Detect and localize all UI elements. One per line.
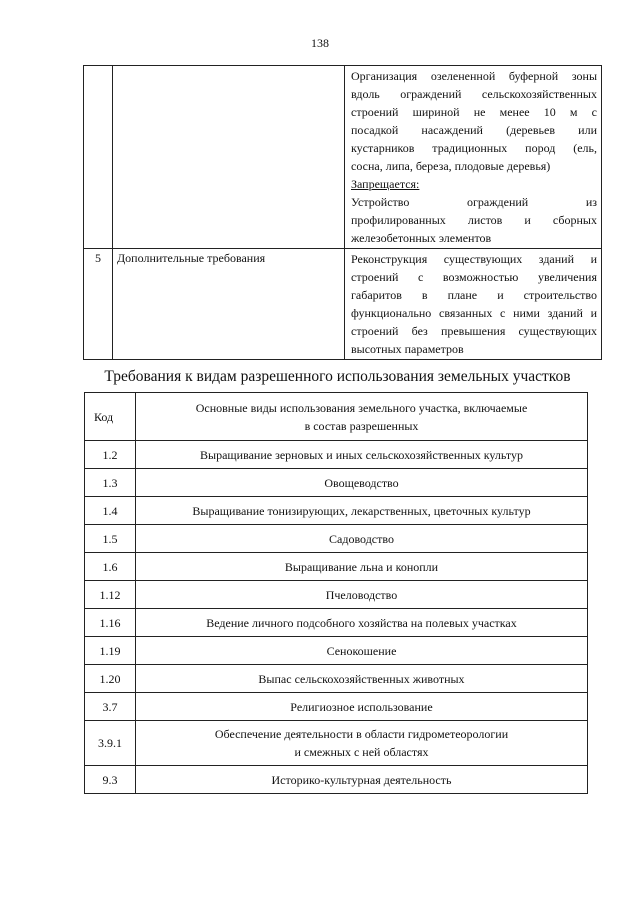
table-row [85, 637, 588, 665]
requirement-text-cell [345, 249, 602, 360]
table-row [85, 693, 588, 721]
code-cell: 1.6 [85, 553, 136, 581]
table-row [85, 609, 588, 637]
header-main-cell [136, 393, 588, 441]
permitted-uses-table [84, 392, 588, 794]
text-line: профилированных листов и сборных [351, 213, 597, 227]
use-name-line: Обеспечение деятельности в области гидрометеорологии [214, 727, 509, 741]
use-name-cell: Ведение личного подсобного хозяйства на полевых участках [136, 609, 588, 637]
text-line: вдоль ограждений сельскохозяйственных [351, 87, 597, 101]
use-name-cell: Пчеловодство [136, 581, 588, 609]
text-line: габаритов в плане и строительство [351, 288, 597, 302]
text-line: Реконструкция существующих зданий и [351, 252, 597, 266]
zone-requirements-table [83, 65, 602, 360]
text-line: Устройство ограждений из [351, 195, 597, 209]
table-row [85, 553, 588, 581]
table-row [85, 525, 588, 553]
text-line: функционально связанных с ними зданий и [351, 306, 597, 320]
table-row [85, 721, 588, 766]
table-row [84, 66, 602, 249]
use-name-cell: Выращивание зерновых и иных сельскохозяйственных культур [136, 441, 588, 469]
table-row [85, 581, 588, 609]
code-cell: 1.5 [85, 525, 136, 553]
use-name-cell: Выпас сельскохозяйственных животных [136, 665, 588, 693]
use-name-cell: Сенокошение [136, 637, 588, 665]
code-cell: 1.20 [85, 665, 136, 693]
code-cell: 1.3 [85, 469, 136, 497]
table-row [85, 665, 588, 693]
header-line: Основные виды использования земельного участка, включаемые [195, 400, 528, 415]
table-row [84, 249, 602, 360]
row-number-cell: 5 [84, 249, 113, 360]
use-name-line: и смежных с ней областях [294, 745, 429, 759]
use-name-cell: Историко-культурная деятельность [136, 766, 588, 794]
prohibited-label: Запрещается: [351, 177, 420, 191]
code-cell: 1.4 [85, 497, 136, 525]
use-name-cell: Выращивание льна и конопли [136, 553, 588, 581]
table-row [85, 497, 588, 525]
code-cell: 9.3 [85, 766, 136, 794]
text-line: строений с возможностью увеличения [351, 270, 597, 284]
section-title: Требования к видам разрешенного использования земельных участков [104, 368, 571, 385]
header-line: в состав разрешенных [304, 418, 419, 433]
use-name-cell: Овощеводство [136, 469, 588, 497]
text-line: строений шириной не менее 10 м с [351, 105, 597, 119]
row-number-cell [84, 66, 113, 249]
text-line: посадкой насаждений (деревьев или [351, 123, 597, 137]
use-name-cell [136, 721, 588, 766]
table-row [85, 766, 588, 794]
code-cell: 1.12 [85, 581, 136, 609]
requirement-name-cell [113, 66, 345, 249]
text-line: сосна, липа, береза, плодовые деревья) [351, 159, 551, 173]
code-cell: 1.19 [85, 637, 136, 665]
use-name-cell: Религиозное использование [136, 693, 588, 721]
table-header-row [85, 393, 588, 441]
text-line: высотных параметров [351, 342, 464, 356]
text-line: железобетонных элементов [351, 231, 492, 245]
requirement-text-cell [345, 66, 602, 249]
text-line: кустарников традиционных пород (ель, [351, 141, 597, 155]
page-number: 138 [311, 36, 329, 50]
use-name-cell: Садоводство [136, 525, 588, 553]
code-cell: 3.7 [85, 693, 136, 721]
table-row [85, 441, 588, 469]
table-row [85, 469, 588, 497]
text-line: строений без превышения существующих [351, 324, 597, 338]
code-cell: 3.9.1 [85, 721, 136, 766]
use-name-cell: Выращивание тонизирующих, лекарственных, цветочных культур [136, 497, 588, 525]
code-cell: 1.16 [85, 609, 136, 637]
header-code-cell: Код [85, 393, 136, 441]
text-line: Организация озелененной буферной зоны [351, 69, 597, 83]
code-cell: 1.2 [85, 441, 136, 469]
requirement-name-cell: Дополнительные требования [113, 249, 345, 360]
